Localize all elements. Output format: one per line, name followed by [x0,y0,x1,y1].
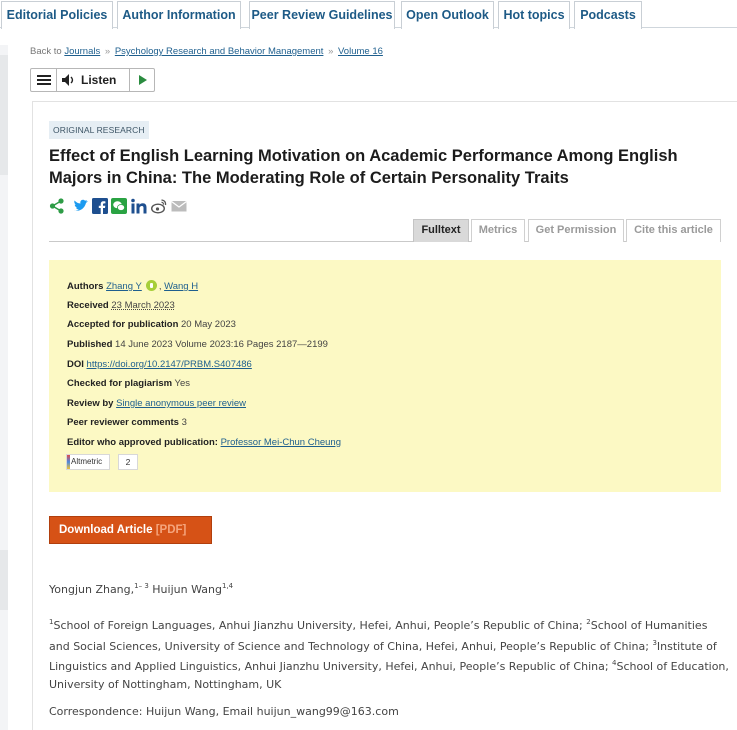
altmetric-label: Altmetric [71,457,103,466]
download-pdf-tag: [PDF] [155,524,187,536]
review-link[interactable]: Single anonymous peer review [116,398,247,409]
download-label: Download Article [59,524,153,536]
published-value: 14 June 2023 Volume 2023:16 Pages 2187—2199 [115,339,328,350]
article-type-badge: ORIGINAL RESEARCH [49,121,149,139]
editor-label: Editor who approved publication: [67,437,218,448]
author-affiliation-sup: 1,4 [221,582,234,590]
affiliation-sup: 4 [612,659,617,667]
correspondence: Correspondence: Huijun Wang, Email huijun_wang99@163.com [49,705,399,718]
published-row [67,339,328,350]
author-link-wang[interactable]: Wang H [164,281,199,292]
email-icon[interactable] [171,198,187,214]
breadcrumb-separator: » [328,46,334,57]
nav-tab-author-information[interactable]: Author Information [117,1,241,29]
affiliation-text: School of Education, University of Nottingham, Nottingham, UK [49,660,729,691]
breadcrumb-separator: » [104,46,111,57]
wechat-icon[interactable] [111,198,127,214]
top-nav [0,0,737,28]
breadcrumb-journal[interactable]: Psychology Research and Behavior Management [114,46,324,57]
article-title: Effect of English Learning Motivation on Academic Performance Among English Majors in China: The Moderating Role of Certain Personality Traits [49,147,678,187]
affiliation-sup: 3 [652,638,657,647]
editor-link[interactable]: Professor Mei-Chun Cheung [220,437,341,448]
altmetric-label-box[interactable] [66,454,110,470]
tab-metrics[interactable]: Metrics [471,219,525,242]
review-row [67,398,246,409]
menu-icon[interactable] [31,69,57,91]
download-article-button[interactable] [49,516,212,544]
tab-fulltext[interactable]: Fulltext [413,219,469,242]
nav-tab-podcasts[interactable]: Podcasts [574,1,642,29]
weibo-icon[interactable] [151,198,167,214]
review-label: Review by [67,398,114,409]
facebook-icon[interactable] [92,198,108,214]
comments-label: Peer reviewer comments [67,417,179,428]
left-strip-segment [0,55,8,175]
affiliation-sup: 1 [49,618,54,626]
orcid-icon[interactable] [146,280,157,291]
author-affiliation-sup: 1– 3 [134,582,149,590]
authors-row: Authors Zhang Y , Wang H [67,281,199,292]
breadcrumb-volume[interactable]: Volume 16 [338,46,383,57]
speaker-icon [62,74,76,86]
doi-link[interactable]: https://doi.org/10.2147/PRBM.S407486 [86,359,252,370]
breadcrumb-journals[interactable]: Journals [64,46,101,57]
comments-row [67,417,187,428]
nav-tab-open-outlook[interactable]: Open Outlook [401,1,494,29]
published-label: Published [67,339,113,350]
affiliation-text: Institute of Linguistics and Applied Linguistics, Anhui Jianzhu University, Hefei, Anhui, People’s Republic of China; [49,639,717,673]
comments-value: 3 [181,417,187,428]
affiliation-text: School of Humanities and Social Sciences, University of Science and Technology of China, Hefei, Anhui, People’s Republic of China; [49,619,708,653]
author-name: Huijun Wang [152,583,222,596]
affiliation-sup: 2 [586,618,591,626]
play-icon [139,75,147,85]
accepted-label: Accepted for publication [67,319,179,330]
left-edge-strip [0,45,8,730]
author-link-zhang[interactable]: Zhang Y [106,281,142,292]
altmetric-score[interactable]: 2 [118,454,138,470]
affiliations [49,614,729,693]
author-list [49,582,233,596]
doi-label: DOI [67,359,84,370]
breadcrumb-prefix: Back to [30,46,62,57]
doi-row [67,359,252,370]
authors-label: Authors [67,281,104,292]
article-tabs [49,219,721,242]
plagiarism-row [67,378,190,389]
share-icon[interactable] [49,198,65,214]
play-button[interactable] [129,69,155,91]
listen-player [30,68,155,92]
breadcrumb [30,46,383,57]
tab-get-permission[interactable]: Get Permission [528,219,624,242]
author-name: Yongjun Zhang, [49,583,135,596]
listen-label[interactable]: Listen [81,73,117,87]
tab-cite-this-article[interactable]: Cite this article [626,219,721,242]
altmetric-icon [67,455,70,469]
received-label: Received [67,300,109,311]
nav-tab-peer-review-guidelines[interactable]: Peer Review Guidelines [249,1,395,29]
nav-tab-editorial-policies[interactable]: Editorial Policies [1,1,113,29]
twitter-icon[interactable] [73,198,89,214]
affiliation-text: School of Foreign Languages, Anhui Jianzhu University, Hefei, Anhui, People’s Republic of China; [53,619,583,632]
plagiarism-value: Yes [174,378,191,389]
left-strip-segment [0,550,8,610]
nav-tab-hot-topics[interactable]: Hot topics [498,1,570,29]
article-info-box [49,260,721,492]
editor-row [67,437,341,448]
received-date[interactable]: 23 March 2023 [111,300,175,311]
accepted-row [67,319,236,330]
linkedin-icon[interactable] [131,198,147,214]
received-row [67,300,175,311]
plagiarism-label: Checked for plagiarism [67,378,173,389]
accepted-date: 20 May 2023 [181,319,236,330]
